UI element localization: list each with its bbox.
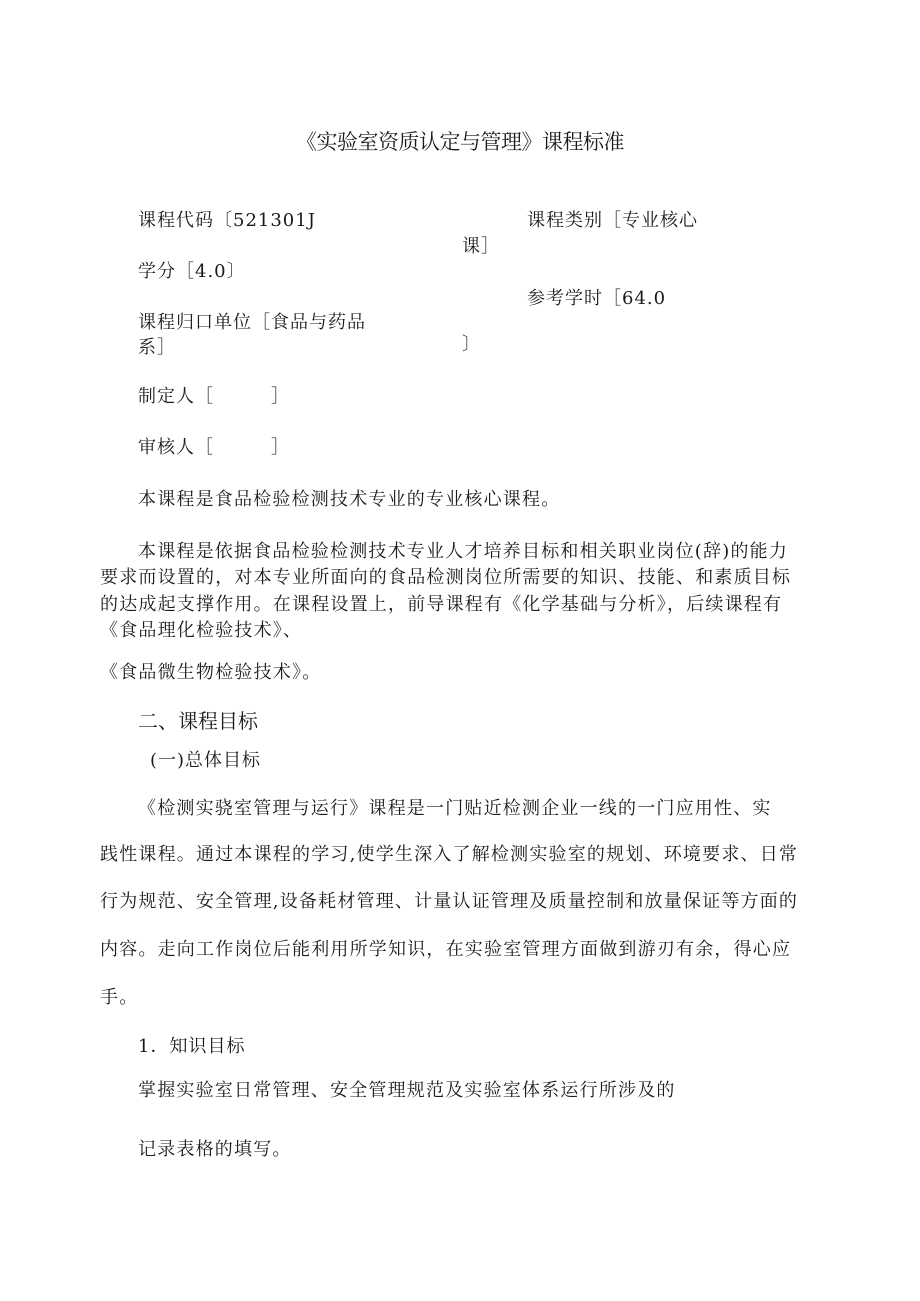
- para1-line3: 的达成起支撑作用。在课程设置上，前导课程有《化学基础与分析》，后续课程有: [100, 594, 783, 615]
- para3-line2: 记录表格的填写。: [138, 1139, 292, 1160]
- author: 制定人［ ］: [138, 386, 290, 407]
- para2-line3: 行为规范、安全管理,设备耗材管理、计量认证管理及质量控制和放量保证等方面的: [100, 891, 799, 912]
- document-title: 《实验室资质认定与管理》课程标准: [296, 130, 624, 154]
- para2-line4: 内容。走向工作岗位后能利用所学知识，在实验室管理方面做到游刃有余，得心应: [100, 939, 792, 960]
- intro-paragraph: 本课程是食品检验检测技术专业的专业核心课程。: [138, 489, 561, 510]
- para1-end: 《食品微生物检验技术》。: [100, 662, 322, 683]
- subheading-overall-goals: (一)总体目标: [150, 750, 262, 771]
- course-type-cont: 课］: [462, 236, 500, 257]
- para2-line1: 《检测实骁室管理与运行》课程是一门贴近检测企业一线的一门应用性、实: [138, 798, 772, 819]
- course-type: 课程类别［专业核心: [527, 210, 698, 231]
- owning-unit: 课程归口单位［食品与药品: [138, 312, 366, 333]
- credits: 学分［4.0〕: [138, 261, 246, 282]
- para3-line1: 掌握实验室日常管理、安全管理规范及实验室体系运行所涉及的: [138, 1080, 676, 1101]
- course-code: 课程代码〔521301J: [138, 210, 316, 231]
- para1-line1: 本课程是依据食品检验检测技术专业人才培养目标和相关职业岗位(辞)的能力: [138, 541, 789, 562]
- para1-line4: 《食品理化检验技术》、: [100, 620, 303, 641]
- owning-unit-cont: 系］: [138, 337, 176, 358]
- subheading-knowledge-goals: 1．知识目标: [138, 1036, 246, 1057]
- para1-line2: 要求而设置的，对本专业所面向的食品检测岗位所需要的知识、技能、和素质目标: [100, 567, 792, 588]
- reviewer: 审核人［ ］: [138, 437, 290, 458]
- para2-line5: 手。: [100, 987, 139, 1008]
- para2-line2: 践性课程。通过本课程的学习,使学生深入了解检测实验室的规划、环境要求、日常: [100, 844, 799, 865]
- reference-hours: 参考学时［64.0: [527, 288, 667, 309]
- reference-hours-close: 〕: [462, 334, 481, 355]
- section-heading-course-goals: 二、课程目标: [138, 709, 258, 733]
